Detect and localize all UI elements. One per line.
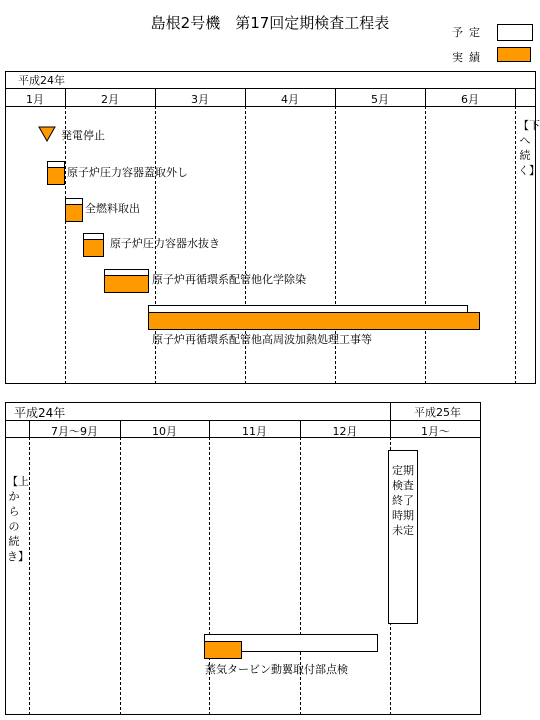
bottom-gridline: [120, 437, 121, 715]
bottom-month-oct: 10月: [152, 425, 177, 438]
top-month-6: 6月: [461, 93, 479, 106]
task-label-shutdown: 発電停止: [61, 129, 105, 142]
task-label-induction-heating: 原子炉再循環系配管他高周波加熱処理工事等: [152, 333, 372, 346]
bottom-era-label-2012: 平成24年: [14, 406, 66, 420]
inspection-end-undetermined-note: 定期検査終了時期未定: [388, 450, 418, 624]
legend-actual-label: 実績: [452, 51, 486, 64]
top-continue-note: 【下へ続く】: [518, 119, 540, 177]
bottom-gridline: [29, 437, 30, 715]
top-month-3: 3月: [191, 93, 209, 106]
bottom-month-nov: 11月: [242, 425, 267, 438]
top-month-2: 2月: [101, 93, 119, 106]
legend-actual-swatch: [497, 47, 531, 62]
top-month-4: 4月: [281, 93, 299, 106]
bottom-era-label-2013: 平成25年: [414, 406, 461, 419]
top-month-1: 1月: [26, 93, 44, 106]
task-bar-actual: [104, 275, 149, 293]
top-era-label: 平成24年: [18, 74, 65, 87]
bottom-era-divider: [5, 420, 481, 421]
page-title: 島根2号機 第17回定期検査工程表: [150, 14, 390, 32]
bottom-month-dec: 12月: [332, 425, 358, 438]
task-label-rpv-head-removal: 原子炉圧力容器蓋取外し: [67, 166, 188, 179]
bottom-continue-note: 【上からの続き】: [7, 475, 29, 563]
task-bar-actual: [148, 312, 480, 330]
task-bar-actual: [204, 641, 242, 659]
task-label-turbine-inspection: 蒸気タービン動翼取付部点検: [205, 663, 348, 676]
shutdown-triangle-icon: [38, 126, 56, 142]
task-bar-actual: [83, 239, 104, 257]
task-label-chemical-decon: 原子炉再循環系配管他化学除染: [152, 273, 306, 286]
task-label-rpv-drain: 原子炉圧力容器水抜き: [110, 237, 220, 250]
task-bar-actual: [65, 204, 83, 222]
task-bar-actual: [47, 167, 65, 185]
legend-plan-label: 予定: [452, 26, 486, 39]
top-gridline: [425, 106, 426, 384]
task-label-fuel-removal: 全燃料取出: [85, 202, 140, 215]
bottom-era-sep: [390, 402, 391, 420]
top-gridline: [515, 106, 516, 384]
legend-plan-swatch: [497, 24, 533, 41]
top-header-sep: [515, 88, 516, 106]
bottom-month-jan: 1月～: [421, 425, 450, 438]
top-era-divider: [5, 88, 536, 89]
bottom-month-jul-sep: 7月～9月: [51, 425, 98, 438]
top-gridline: [65, 106, 66, 384]
top-month-5: 5月: [371, 93, 389, 106]
